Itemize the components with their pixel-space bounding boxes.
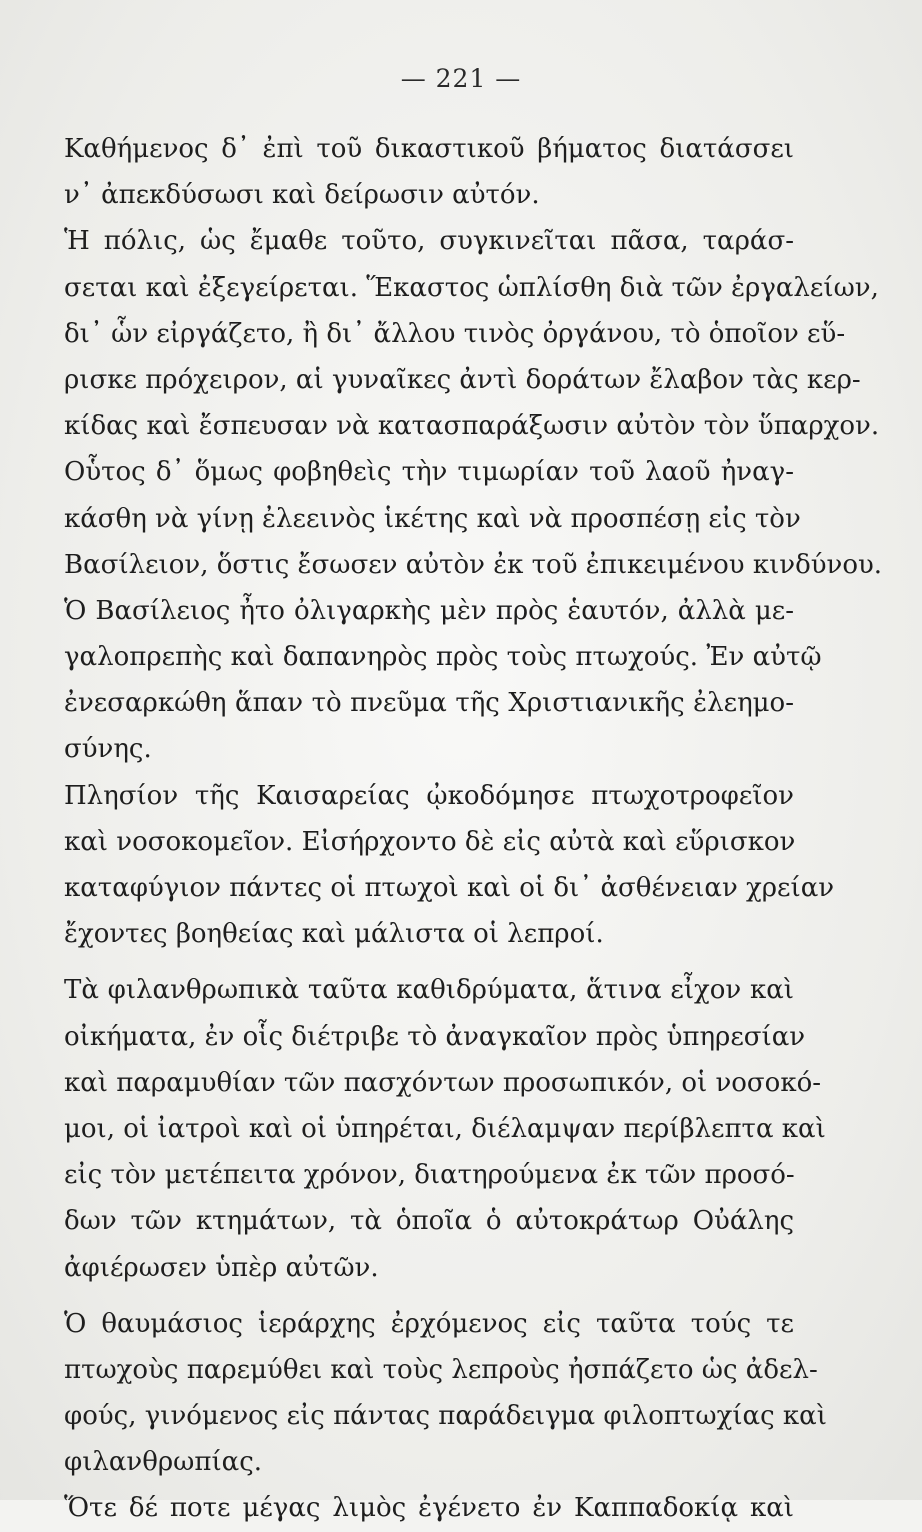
text-line: δων τῶν κτημάτων, τὰ ὁποῖα ὁ αὐτοκράτωρ Οὐάλης xyxy=(64,1206,794,1237)
paragraph-gap xyxy=(64,1291,794,1301)
text-line: Πλησίον τῆς Καισαρείας ᾠκοδόμησε πτωχοτροφεῖον xyxy=(64,780,794,811)
text-line: πτωχοὺς παρεμύθει καὶ τοὺς λεπροὺς ἠσπάζετο ὡς ἀδελ- xyxy=(64,1354,818,1385)
text-line: Οὗτος δ᾽ ὅμως φοβηθεὶς τὴν τιμωρίαν τοῦ λαοῦ ἠναγ- xyxy=(64,457,794,488)
text-line: καὶ παραμυθίαν τῶν πασχόντων προσωπικόν, οἱ νοσοκό- xyxy=(64,1067,822,1098)
text-line: ν᾽ ἀπεκδύσωσι καὶ δείρωσιν αὐτόν. xyxy=(64,180,540,211)
text-line: δι᾽ ὧν εἰργάζετο, ἢ δι᾽ ἄλλου τινὸς ὀργάνου, τὸ ὁποῖον εὕ- xyxy=(64,318,846,349)
text-line: σεται καὶ ἐξεγείρεται. Ἕκαστος ὡπλίσθη διὰ τῶν ἐργαλείων, xyxy=(64,272,879,303)
text-line: φιλανθρωπίας. xyxy=(64,1447,263,1478)
text-line: Καθήμενος δ᾽ ἐπὶ τοῦ δικαστικοῦ βήματος διατάσσει xyxy=(64,134,794,164)
text-line: Ὁ Βασίλειος ἦτο ὀλιγαρκὴς μὲν πρὸς ἑαυτόν, ἀλλὰ με- xyxy=(64,595,794,626)
text-line: ρισκε πρόχειρον, αἱ γυναῖκες ἀντὶ δοράτων ἔλαβον τὰς κερ- xyxy=(64,364,861,395)
text-line: Ἡ πόλις, ὡς ἔμαθε τοῦτο, συγκινεῖται πᾶσα, ταράσ- xyxy=(64,226,794,257)
paragraph-5 xyxy=(64,773,835,958)
text-line: κάσθη νὰ γίνῃ ἐλεεινὸς ἱκέτης καὶ νὰ προσπέσῃ εἰς τὸν xyxy=(64,503,801,534)
text-line: Βασίλειον, ὅστις ἔσωσεν αὐτὸν ἐκ τοῦ ἐπικειμένου κινδύνου. xyxy=(64,549,883,580)
text-line: μοι, οἱ ἰατροὶ καὶ οἱ ὑπηρέται, διέλαμψαν περίβλεπτα καὶ xyxy=(64,1113,826,1144)
paragraph-2 xyxy=(64,218,880,449)
paragraph-8 xyxy=(64,1485,794,1531)
text-line: καὶ νοσοκομεῖον. Εἰσήρχοντο δὲ εἰς αὐτὰ καὶ εὕρισκον xyxy=(64,826,796,857)
text-line: ἔχοντες βοηθείας καὶ μάλιστα οἱ λεπροί. xyxy=(64,919,604,950)
text-line: γαλοπρεπὴς καὶ δαπανηρὸς πρὸς τοὺς πτωχούς. Ἐν αὐτῷ xyxy=(64,642,822,673)
paragraph-7 xyxy=(64,1301,827,1486)
text-line: Ὅτε δέ ποτε μέγας λιμὸς ἐγένετο ἐν Καππαδοκίᾳ καὶ xyxy=(64,1493,794,1524)
paragraph-1 xyxy=(64,126,794,218)
body-text xyxy=(64,126,883,1532)
text-line: σύνης. xyxy=(64,734,152,765)
paragraph-gap xyxy=(64,957,794,967)
text-line: Ὁ θαυμάσιος ἱεράρχης ἐρχόμενος εἰς ταῦτα τούς τε xyxy=(64,1308,794,1339)
paragraph-6 xyxy=(64,967,826,1290)
text-line: ἀφιέρωσεν ὑπὲρ αὐτῶν. xyxy=(64,1252,379,1283)
text-line: κίδας καὶ ἔσπευσαν νὰ κατασπαράξωσιν αὐτὸν τὸν ὕπαρχον. xyxy=(64,411,880,442)
paragraph-3 xyxy=(64,449,883,588)
text-line: φούς, γινόμενος εἰς πάντας παράδειγμα φιλοπτωχίας καὶ xyxy=(64,1401,827,1432)
paragraph-4 xyxy=(64,588,822,773)
text-line: οἰκήματα, ἐν οἷς διέτριβε τὸ ἀναγκαῖον πρὸς ὑπηρεσίαν xyxy=(64,1021,806,1052)
text-line: ἐνεσαρκώθη ἅπαν τὸ πνεῦμα τῆς Χριστιανικῆς ἐλεημο- xyxy=(64,688,794,719)
text-line: καταφύγιον πάντες οἱ πτωχοὶ καὶ οἱ δι᾽ ἀσθένειαν χρείαν xyxy=(64,873,835,903)
page-number: — 221 — xyxy=(400,64,522,93)
text-line: Τὰ φιλανθρωπικὰ ταῦτα καθιδρύματα, ἅτινα εἶχον καὶ xyxy=(64,975,794,1006)
text-line: εἰς τὸν μετέπειτα χρόνον, διατηρούμενα ἐκ τῶν προσό- xyxy=(64,1160,795,1191)
